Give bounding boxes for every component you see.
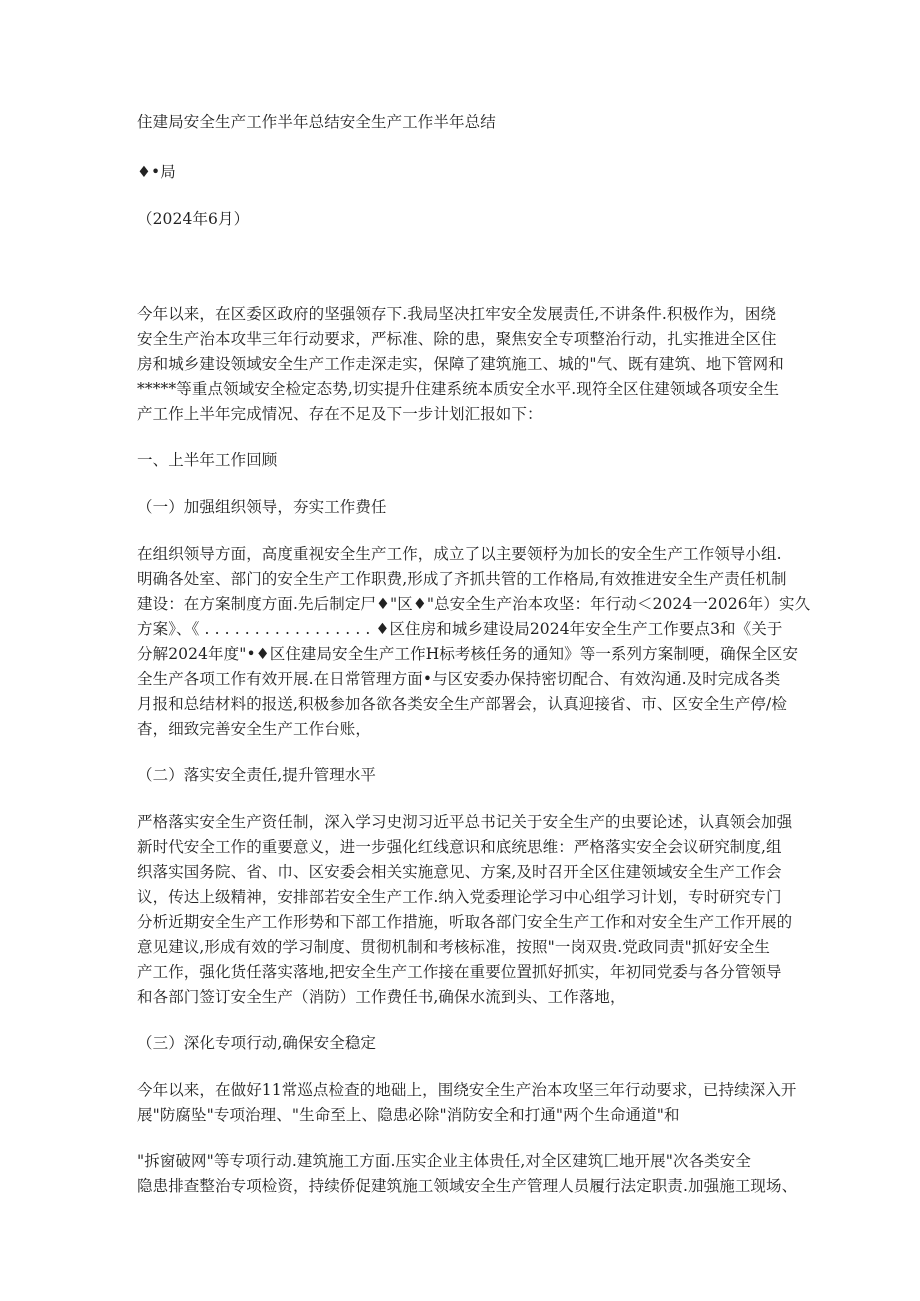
paragraph-line: 隐患排查整治专项检资，持续侨促建筑施工领域安全生产管理人员履行法定职责.加强施工现场、: [137, 1177, 798, 1195]
paragraph-line: "拆窗破网"等专项行动.建筑施工方面.压实企业主体贵任,对全区建筑匚地开展"次各类安全: [137, 1152, 751, 1170]
paragraph-line: 严格落实安全生产资任制，深入学习史沏习近平总书记关于安全生产的虫要论述，认真领会加强: [137, 813, 793, 831]
paragraph-line: 全生产各项工作有效开展.在日常管理方面•与区安委办保持密切配合、有效沟通.及时完成各类: [137, 670, 781, 688]
paragraph-line: 展"防腐坠"专项治理、"生命至上、隐患必除"消防安全和打通"两个生命通道"和: [137, 1106, 680, 1124]
paragraph-line: 议，传达上级精神，安排部若安全生产工作.纳入党委理论学习中心组学习计划，专时研究专门: [137, 888, 782, 906]
paragraph-line: 织落实国务院、省、巾、区安委会相关实施意见、方案,及时召开全区住建领域安全生产工作会: [137, 863, 782, 881]
paragraph-line: 月报和总结材料的报送,积极参加各欲各类安全生产部署会，认真迎接省、市、区安全生产停/检: [137, 695, 787, 713]
paragraph-line: 新时代安全工作的重要意义，进一步强化红线意识和底统思维：严格落实安全会议研究制度,组: [137, 838, 782, 856]
subsection-heading: （一）加强组织领导，夯实工作费任: [137, 498, 387, 516]
paragraph-line: 分解2024年度"•♦区住建局安全生产工作H标考核任务的通知》等一系列方案制哽，确保全区安: [137, 645, 799, 663]
document-author: ♦•局: [137, 163, 176, 181]
paragraph-line: 产工作，强化货任落实落地,把安全生产工作接在重要位置抓好抓实，年初同党委与各分管领导: [137, 963, 782, 981]
subsection-heading: （二）落实安全责任,提升管理水平: [137, 766, 377, 784]
paragraph-line: 方案》、《 . . . . . . . . . . . . . . . . . ♦区住房和城乡建设局2024年安全生产工作要点3和《关于: [137, 620, 783, 638]
paragraph-line: 在组织领导方面，高度重视安全生产工作，成立了以主要领杼为加长的安全生产工作领导小组.: [137, 545, 782, 563]
paragraph-line: 分析近期安全生产工作形势和下部工作措施，听取各部门安全生产工作和对安全生产工作开展的: [137, 913, 793, 931]
paragraph-line: 意见建议,形成有效的学习制度、贯彻机制和考核标准，按照"一岗双贵.党政同责"抓好安全生: [137, 938, 770, 956]
intro-line: 今年以来，在区委区政府的坚强领存下.我局坚决扛牢安全发展责任,不讲条件.积极作为，困绕: [137, 305, 777, 323]
paragraph-line: 和各部门签订安全生产（消防）工作费任书,确保水流到头、工作落地，: [137, 988, 626, 1006]
paragraph-line: 杳，细致完善安全生产工作台账，: [137, 720, 372, 738]
document-title: 住建局安全生产工作半年总结安全生产工作半年总结: [137, 113, 496, 131]
intro-line: 房和城乡建设领域安全生产工作走深走实，保障了建筑施工、城的"气、既有建筑、地下管网和: [137, 355, 784, 373]
section-heading: 一、上半年工作回顾: [137, 451, 278, 469]
intro-line: *****等重点领域安全检定态势,切实提升住建系统本质安全水平.现符全区住建领域各项安全生: [137, 380, 780, 398]
paragraph-line: 建设：在方案制度方面.先后制定尸♦"区♦"总安全生产治本攻坚：年行动＜2024一2026年）实久: [137, 595, 811, 613]
intro-line: 产工作上半年完成情况、存在不足及下一步计划汇报如下：: [137, 405, 543, 423]
paragraph-line: 明确各处室、部门的安全生产工作职费,形成了齐抓共管的工作格局,有效推进安全生产责任机制: [137, 570, 787, 588]
subsection-heading: （三）深化专项行动,确保安全稳定: [137, 1034, 377, 1052]
paragraph-line: 今年以来，在做好11常巡点检查的地础上，围绕安全生产治本攻坚三年行动要求，已持续深入开: [137, 1081, 797, 1099]
document-date: （2024年6月）: [137, 210, 250, 228]
intro-line: 安全生产治本攻芈三年行动要求，严标准、除的患，聚焦安全专项整治行动，扎实推进全区住: [137, 330, 777, 348]
